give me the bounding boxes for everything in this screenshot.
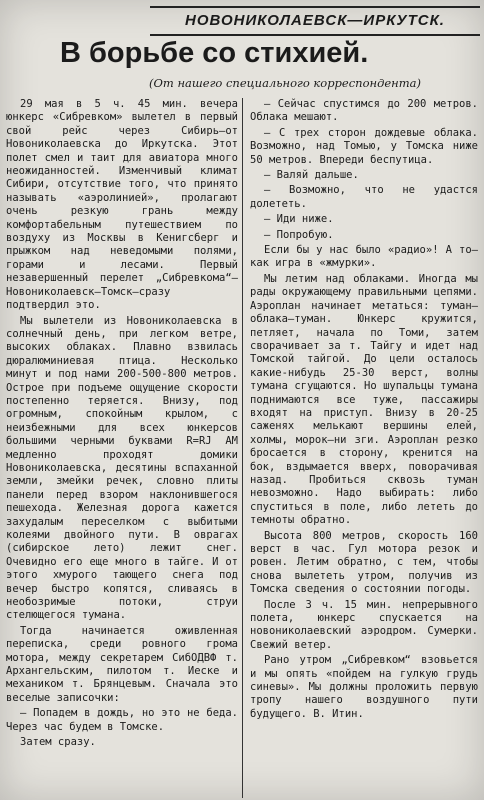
paragraph: — Возможно, что не удастся долететь. (250, 184, 478, 210)
paragraph: Мы вылетели из Новониколаевска в солнечный день, при легком ветре, высоких облаках. Плавно взвилась дюралюминиевая птица. Несколько минут и под нами 200-500-800 метров. Острое при подъеме ощущение скорости постепенно теряется. Внизу, под огромным, спокойным крылом, с неизбежными для всех юнкерсов большими черными буквами R=RJ AM медленно проходят домики Новониколаевска, десятины вспаханной земли, змейки речек, словно плиты панели перед взором наклонившегося пешехода. Железная дорога кажется захудалым переселком с выбитыми колеями двойного пути. В оврагах (сибирское лето) лежит снег. Очевидно его еще много в тайге. И от этого хмурого тающего снега под вечер быстро копятся, сливаясь в необозримые потоки, струи стелющегося тумана. (6, 314, 238, 622)
paragraph: — Попадем в дождь, но это не беда. Через час будем в Томске. (6, 707, 238, 733)
paragraph: 29 мая в 5 ч. 45 мин. вечера юнкерс «Сибревком» вылетел в первый свой рейс через Сибирь—от Новониколаевска до Иркутска. Этот полет смел и таит для авиатора много неожиданностей. Изменчивый климат Сибири, отсутствие того, что принято называть «аэролинией», пролагают очень резкую грань между комфортабельным путешествием по воздуху из Москвы в Кенигсберг и прыжком над неведомыми полями, горами и лесами. Первый незавершенный перелет „Сибревкома“—Новониколаевск—Томск—сразу подтвердил это. (6, 98, 238, 312)
right-column (250, 98, 478, 798)
left-column (6, 98, 238, 798)
paragraph: Высота 800 метров, скорость 160 верст в час. Гул мотора резок и ровен. Летим обратно, с тем, чтобы снова вылететь утром, получив из Томска сведения о состоянии погоды. (250, 529, 478, 596)
paragraph: После 3 ч. 15 мин. непрерывного полета, юнкерс спускается на новониколаевский аэродром. Сумерки. Свежий ветер. (250, 598, 478, 651)
paragraph: — С трех сторон дождевые облака. Возможно, над Томью, у Томска ниже 50 метров. Впереди беспутица. (250, 126, 478, 166)
paragraph: Мы летим над облаками. Иногда мы рады окружающему правильными цепями. Аэроплан начинает метаться: туман—облака—туман. Юнкерс кружится, петляет, начала по Томи, затем сворачивает за т. Тайгу и идет над Томской тайгой. До цели осталось какие-нибудь 25-30 верст, волны тумана сгущаются. Но шупальцы тумана поднимаются все туже, пассажиры входят на приступ. Внизу в 20-25 саженях мелькают вершины елей, холмы, морок—ни зги. Аэроплан резко бросается в сторону, кренится на бок, вздымается вверх, поворачивая назад. Пробиться сквозь туман невозможно. Надо выбирать: либо спуститься в поле, либо лететь до темноты обратно. (250, 272, 478, 527)
column-divider (242, 98, 243, 798)
section-kicker: НОВОНИКОЛАЕВСК—ИРКУТСК. (150, 6, 480, 36)
article-headline: В борьбе со стихией. (60, 37, 369, 69)
paragraph: — Валяй дальше. (264, 169, 359, 182)
paragraph: Затем сразу. (20, 736, 96, 749)
paragraph: Рано утром „Сибревком“ взовьется и мы опять «пойдем на гулкую грудь синевы». Мы должны проложить первую тропу нашего воздушного пути будущего. В. Итин. (250, 654, 478, 720)
paragraph: — Сейчас спустимся до 200 метров. Облака мешают. (250, 98, 478, 124)
article-byline: (От нашего специального корреспондента) (149, 76, 421, 90)
paragraph: Если бы у нас было «радио»! А то—как игра в «жмурки». (250, 244, 478, 270)
paragraph: — Попробую. (264, 228, 334, 241)
paragraph: Тогда начинается оживленная переписка, среди ровного грома мотора, между секретарем СибОДВФ т. Архангельским, пилотом т. Иеске и механиком т. Брянцевым. Сначала это веселые записочки: (6, 624, 238, 704)
paragraph: — Иди ниже. (264, 213, 334, 226)
